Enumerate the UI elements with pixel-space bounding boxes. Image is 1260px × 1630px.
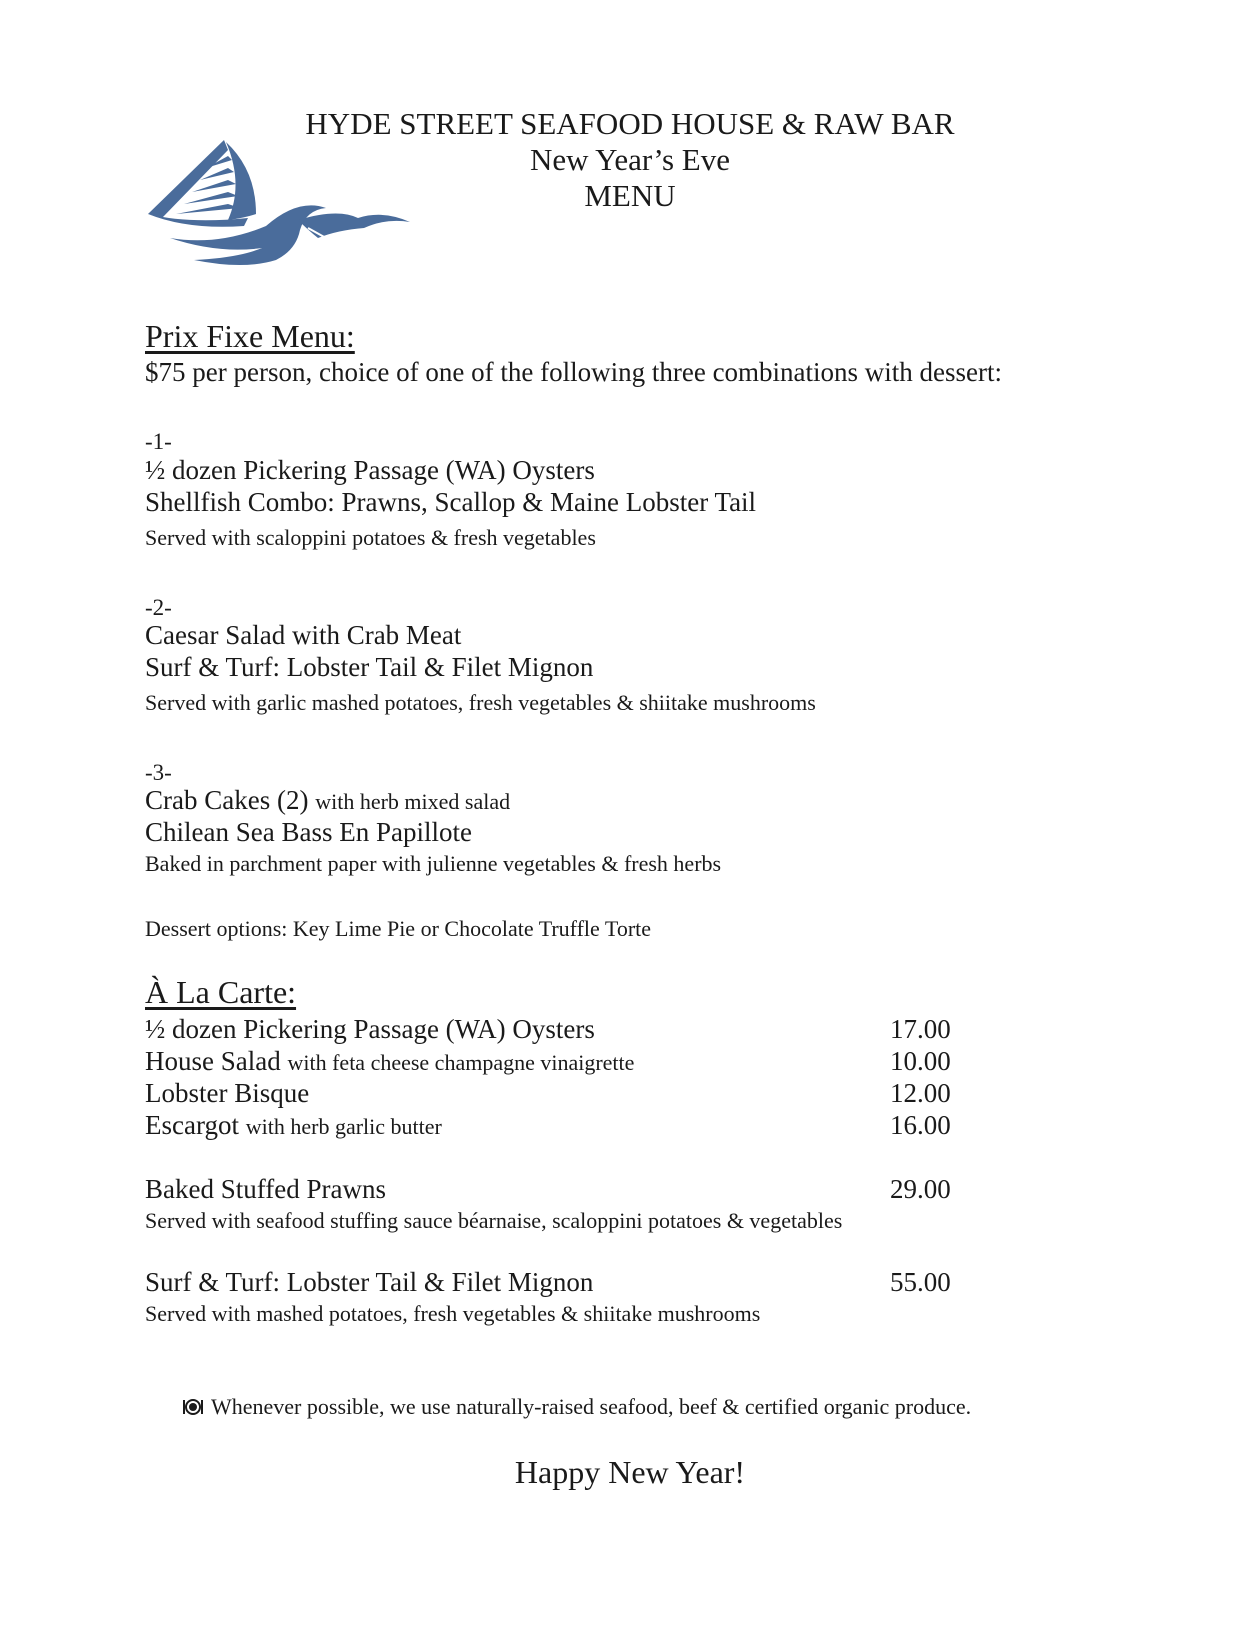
combo-note: Baked in parchment paper with julienne vegetables & fresh herbs <box>145 851 722 876</box>
item-modifier: with feta cheese champagne vinaigrette <box>287 1050 635 1075</box>
menu-item <box>145 1078 309 1109</box>
item-name: ½ dozen Pickering Passage (WA) Oysters <box>145 1014 595 1044</box>
item-name: Escargot <box>145 1110 239 1140</box>
main-note: Served with mashed potatoes, fresh vegetables & shiitake mushrooms <box>145 1301 761 1326</box>
item-modifier: with herb garlic butter <box>245 1114 442 1139</box>
item-price: 12.00 <box>890 1078 951 1108</box>
combo-dish: Surf & Turf: Lobster Tail & Filet Mignon <box>145 652 594 682</box>
menu-item <box>145 1014 595 1045</box>
item-price: 29.00 <box>890 1174 951 1204</box>
dish-modifier: with herb mixed salad <box>315 789 511 814</box>
item-name: House Salad <box>145 1046 281 1076</box>
item-name: Lobster Bisque <box>145 1078 310 1108</box>
prix-fixe-intro: $75 per person, choice of one of the following three combinations with dessert: <box>145 357 1003 387</box>
item-price: 55.00 <box>890 1267 951 1297</box>
occasion-title: New Year’s Eve <box>529 142 731 177</box>
closing-greeting: Happy New Year! <box>514 1454 746 1490</box>
combo-dish: Caesar Salad with Crab Meat <box>145 620 462 650</box>
dish-name: Crab Cakes (2) <box>145 785 309 815</box>
a-la-carte-heading: À La Carte: <box>145 974 297 1010</box>
combo-number: -3- <box>145 760 172 785</box>
item-price: 16.00 <box>890 1110 951 1140</box>
dessert-options: Dessert options: Key Lime Pie or Chocolate Truffle Torte <box>145 916 652 941</box>
combo-dish: Shellfish Combo: Prawns, Scallop & Maine Lobster Tail <box>145 487 757 517</box>
combo-dish: ½ dozen Pickering Passage (WA) Oysters <box>145 455 595 485</box>
main-item: Baked Stuffed Prawns <box>145 1174 386 1204</box>
restaurant-name: HYDE STREET SEAFOOD HOUSE & RAW BAR <box>305 106 955 141</box>
combo-note: Served with garlic mashed potatoes, fresh vegetables & shiitake mushrooms <box>145 690 816 715</box>
menu-item <box>145 1110 442 1141</box>
menu-title: MENU <box>584 178 676 213</box>
prix-fixe-heading: Prix Fixe Menu: <box>145 318 355 354</box>
plate-icon <box>183 1397 203 1417</box>
combo-dish: Chilean Sea Bass En Papillote <box>145 817 472 847</box>
menu-item <box>145 1046 634 1077</box>
combo-note: Served with scaloppini potatoes & fresh vegetables <box>145 525 596 550</box>
combo-number: -2- <box>145 595 172 620</box>
footnote-text: Whenever possible, we use naturally-raised seafood, beef & certified organic produce. <box>211 1394 972 1419</box>
item-price: 17.00 <box>890 1014 951 1044</box>
combo-number: -1- <box>145 429 172 454</box>
sourcing-footnote <box>183 1394 971 1420</box>
combo-dish <box>145 785 510 816</box>
main-item: Surf & Turf: Lobster Tail & Filet Mignon <box>145 1267 594 1297</box>
main-note: Served with seafood stuffing sauce béarnaise, scaloppini potatoes & vegetables <box>145 1208 843 1233</box>
item-price: 10.00 <box>890 1046 951 1076</box>
